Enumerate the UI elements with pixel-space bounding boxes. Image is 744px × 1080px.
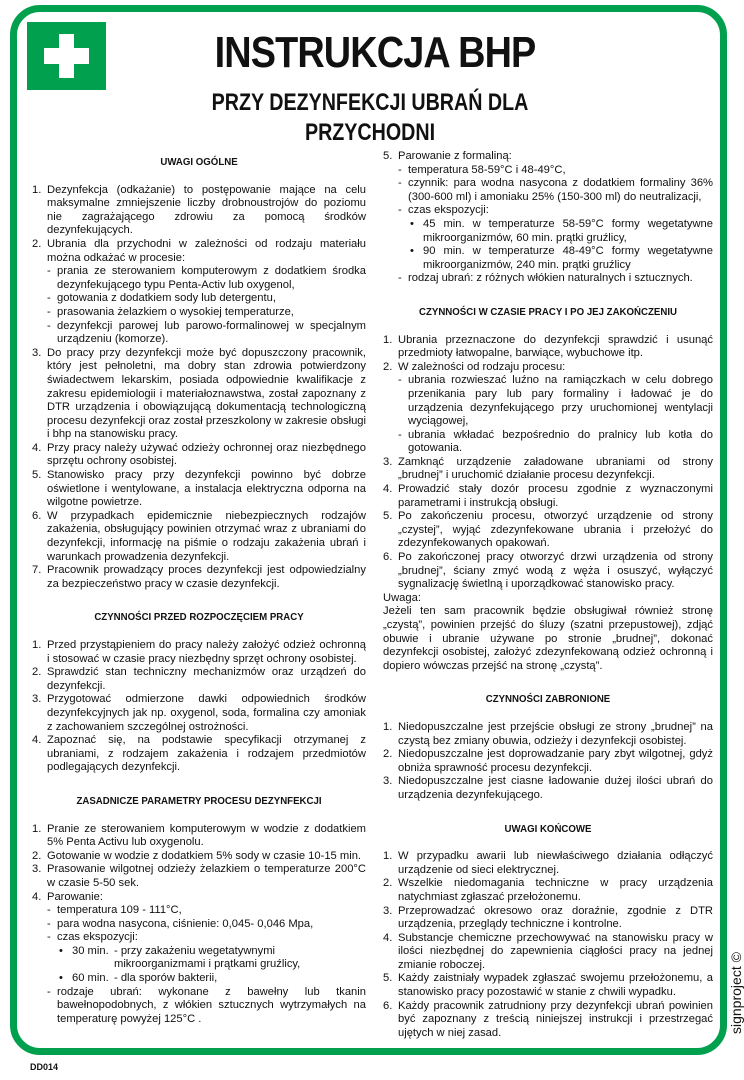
list-item: 3. Zamknąć urządzenie załadowane ubraniami od strony „brudnej” i uruchomić działanie procesu dezynfekcji. bbox=[383, 455, 713, 482]
brand-signature: signproject © bbox=[728, 952, 744, 1034]
sub-item: - prania ze sterowaniem komputerowym z dodatkiem środka dezynfekującego typu Penta-Activ lub oxygenol, bbox=[47, 265, 366, 291]
list-item: 6. W przypadkach epidemicznie niebezpiecznych rodzajów zakażenia, obsługujący powinien otrzymać wraz z ubraniami do dezynfekcji, informację na piśmie o rodzaju zakażenia ubrań i warunkach prowadzenia dezynfekcji. bbox=[32, 509, 366, 563]
section-heading-przed: CZYNNOŚCI PRZED ROZPOCZĘCIEM PRACY bbox=[94, 611, 304, 624]
right-column bbox=[383, 150, 713, 1040]
sub-item: - dezynfekcji parowej lub parowo-formalinowej w specjalnym urządzeniu (komorze). bbox=[47, 319, 366, 346]
sub-item: - gotowania z dodatkiem sody lub detergentu, bbox=[47, 292, 276, 305]
list-item: 2. W zależności od rodzaju procesu: bbox=[383, 360, 566, 373]
list-item: 4. Zapoznać się, na podstawie specyfikacji otrzymanej z ubraniami, z rodzajem zakażenia i rodzajem przedmiotów podlegających dezynfekcji. bbox=[32, 734, 366, 774]
product-code: DD014 bbox=[30, 1062, 59, 1072]
sub-item: - czynnik: para wodna nasycona z dodatkiem formaliny 36% (300-600 ml) i amoniaku 25% (150-300 ml) do neutralizacji, bbox=[398, 177, 713, 203]
list-item: 6. Po zakończonej pracy otworzyć drzwi urządzenia od strony „brudnej”, ściany zmyć wodą z węża i osuszyć, wyłączyć sygnalizację świetlną i uporządkować stanowisko pracy. bbox=[383, 551, 713, 591]
list-item: 4. Substancje chemiczne przechowywać na stanowisku pracy w ilości niezbędnej do zapewnienia ciągłości pracy na jednej zmianie roboczej. bbox=[383, 931, 713, 971]
sub-item: - rodzaj ubrań: z różnych włókien naturalnych i sztucznych. bbox=[398, 272, 693, 285]
list-item: 2. Sprawdzić stan techniczny mechanizmów oraz urządzeń do dezynfekcji. bbox=[32, 666, 366, 692]
list-item: 2. Gotowanie w wodzie z dodatkiem 5% sody w czasie 10-15 min. bbox=[32, 849, 362, 862]
list-item: 5. Po zakończeniu procesu, otworzyć urządzenie od strony „czystej”, wyjąć zdezynfekowane ubrania i przełożyć do zdezynfekowanych opakowań. bbox=[383, 510, 713, 550]
bullet-item: • 30 min. - przy zakażeniu wegetatywnymi mikroorganizmami i prątkami gruźlicy, bbox=[59, 944, 301, 971]
bullet-item: • 90 min. w temperaturze 48-49°C formy wegetatywne mikroorganizmów, 240 min. prątki gruźlicy bbox=[410, 245, 713, 271]
list-item: 5. Stanowisko pracy przy dezynfekcji powinno być dobrze oświetlone i wentylowane, a instalacja elektryczna odporna na wilgotne powietrze. bbox=[32, 469, 366, 509]
list-item: 4. Przy pracy należy używać odzieży ochronnej oraz niezbędnego sprzętu ochrony osobistej. bbox=[32, 441, 366, 468]
list-item: 7. Pracownik prowadzący proces dezynfekcji jest odpowiedzialny za bezpieczeństwo pracy w czasie dezynfekcji. bbox=[32, 564, 366, 590]
bullet-item: • 60 min. - dla sporów bakterii, bbox=[59, 972, 218, 985]
sub-item: - temperatura 58-59°C i 48-49°C, bbox=[398, 163, 566, 176]
left-column bbox=[32, 150, 366, 1026]
sub-item: - czas ekspozycji: bbox=[47, 931, 138, 944]
section-heading-wczasie: CZYNNOŚCI W CZASIE PRACY I PO JEJ ZAKOŃCZENIU bbox=[418, 305, 677, 318]
list-item: 2. Wszelkie niedomagania techniczne w pracy urządzenia natychmiast zgłaszać przełożonemu. bbox=[383, 877, 713, 903]
sub-item: - czas ekspozycji: bbox=[398, 204, 489, 217]
list-item: 3. Niedopuszczalne jest ciasne ładowanie dużej ilości ubrań do urządzenia dezynfekującego. bbox=[383, 775, 713, 801]
sub-item: - temperatura 109 - 111°C, bbox=[47, 904, 182, 917]
list-item: 1. Pranie ze sterowaniem komputerowym w wodzie z dodatkiem 5% Penta Activu lub oxygenolu. bbox=[32, 822, 366, 849]
sub-item: - para wodna nasycona, ciśnienie: 0,045- 0,046 Mpa, bbox=[47, 917, 314, 930]
first-aid-cross-icon bbox=[27, 22, 106, 90]
page-title: INSTRUKCJA BHP bbox=[214, 28, 536, 77]
list-item: 1. Przed przystąpieniem do pracy należy założyć odzież ochronną i stosować w czasie pracy niezbędny sprzęt ochrony osobistej. bbox=[32, 639, 366, 665]
list-item: 5. Parowanie z formaliną: bbox=[383, 150, 512, 162]
sub-item: - prasowania żelazkiem o wysokiej temperaturze, bbox=[47, 305, 294, 318]
list-item: 3. Do pracy przy dezynfekcji może być dopuszczony pracownik, który jest pełnoletni, ma dobry stan zdrowia potwierdzony świadectwem lekarskim, posiada odpowiednie kwalifikacje z zakresu epidemiologii i materiałoznawstwa, został zapoznany z DTR urządzenia i obowiązującą dokumentacją technologiczną procesu dezynfekcji oraz został przeszkolony w zakresie obsługi i bhp na stanowisku pracy. bbox=[32, 346, 366, 441]
sub-item: - ubrania wkładać bezpośrednio do pralnicy lub kotła do gotowania. bbox=[398, 428, 713, 455]
list-item: 4. Prowadzić stały dozór procesu zgodnie z wyznaczonymi parametrami i instrukcją obsługi. bbox=[383, 483, 713, 509]
list-item: 4. Parowanie: bbox=[32, 890, 103, 903]
section-heading-uwagi: UWAGI OGÓLNE bbox=[160, 156, 238, 168]
list-item: 3. Przeprowadzać okresowo oraz doraźnie, zgodnie z DTR urządzenia, przeglądy techniczne i kontrolne. bbox=[383, 904, 713, 931]
sub-item: - ubrania rozwieszać luźno na ramiączkach w celu dobrego przenikania pary lub pary formaliny i ładować je do urządzenia dezynfekującego przy uruchomionej wentylacji wyciągowej, bbox=[398, 374, 713, 428]
list-item: 2. Ubrania dla przychodni w zależności od rodzaju materiału można odkażać w procesie: bbox=[32, 237, 366, 264]
list-item: 5. Każdy zaistniały wypadek zgłaszać swojemu przełożonemu, a stanowisko pracy pozostawić w stanie z chwili wypadku. bbox=[383, 972, 713, 999]
list-item: 1. Niedopuszczalne jest przejście obsługi ze strony „brudnej” na czystą bez zmiany obuwia, odzieży i dezynfekcji osobistej. bbox=[383, 720, 713, 747]
page-subtitle: PRZY DEZYNFEKCJI UBRAŃ DLA PRZYCHODNI bbox=[211, 89, 529, 146]
sub-item: - rodzaje ubrań: wykonane z bawełny lub tkanin bawełnopodobnych, z włókien sztucznych wytrzymałych na temperaturę powyżej 125°C . bbox=[47, 985, 366, 1025]
section-heading-zabronione: CZYNNOŚCI ZABRONIONE bbox=[485, 693, 611, 706]
list-item: 3. Przygotować odmierzone dawki odpowiednich środków dezynfekcyjnych jak np. oxygenol, soda, formalina czy amoniak z zachowaniem szczególnej ostrożności. bbox=[32, 693, 366, 733]
list-item: 3. Prasowanie wilgotnej odzieży żelazkiem o temperaturze 200°C w czasie 5-50 sek. bbox=[32, 863, 366, 889]
section-heading-koncowe: UWAGI KOŃCOWE bbox=[504, 822, 592, 835]
list-item: 1. Ubrania przeznaczone do dezynfekcji sprawdzić i usunąć przedmioty łatwopalne, barwiące, wybuchowe itp. bbox=[383, 333, 713, 360]
list-item: 1. Dezynfekcja (odkażanie) to postępowanie mające na celu maksymalne zmniejszenie liczby drobnoustrojów do poziomu nie zagrażającego zdrowiu za pomocą środków dezynfekujących. bbox=[32, 183, 366, 237]
list-item: 2. Niedopuszczalne jest doprowadzanie pary zbyt wilgotnej, gdyż obniża sprawność procesu dezynfekcji. bbox=[383, 748, 713, 774]
note-text: Jeżeli ten sam pracownik będzie obsługiwał również stronę „czystą”, powinien przejść do śluzy (szatni przepustowej), zdjąć obuwie i ubranie używane po stronie „brudnej”, dokonać dezynfekcji osobistej, założyć zdezynfekowaną odzież ochronną i dopiero wówczas przejść na stronę „czystą”. bbox=[383, 605, 713, 672]
list-item: 1. W przypadku awarii lub niewłaściwego działania odłączyć urządzenie od sieci elektrycznej. bbox=[383, 850, 713, 876]
list-item: 6. Każdy pracownik zatrudniony przy dezynfekcji ubrań powinien być zapoznany z treścią niniejszej instrukcji i przestrzegać ujętych w niej zasad. bbox=[383, 999, 713, 1039]
section-heading-parametry: ZASADNICZE PARAMETRY PROCESU DEZYNFEKCJI bbox=[76, 794, 322, 807]
note-label: Uwaga: bbox=[383, 591, 421, 604]
bullet-item: • 45 min. w temperaturze 58-59°C formy wegetatywne mikroorganizmów, 60 min. prątki gruźlicy, bbox=[410, 217, 713, 244]
